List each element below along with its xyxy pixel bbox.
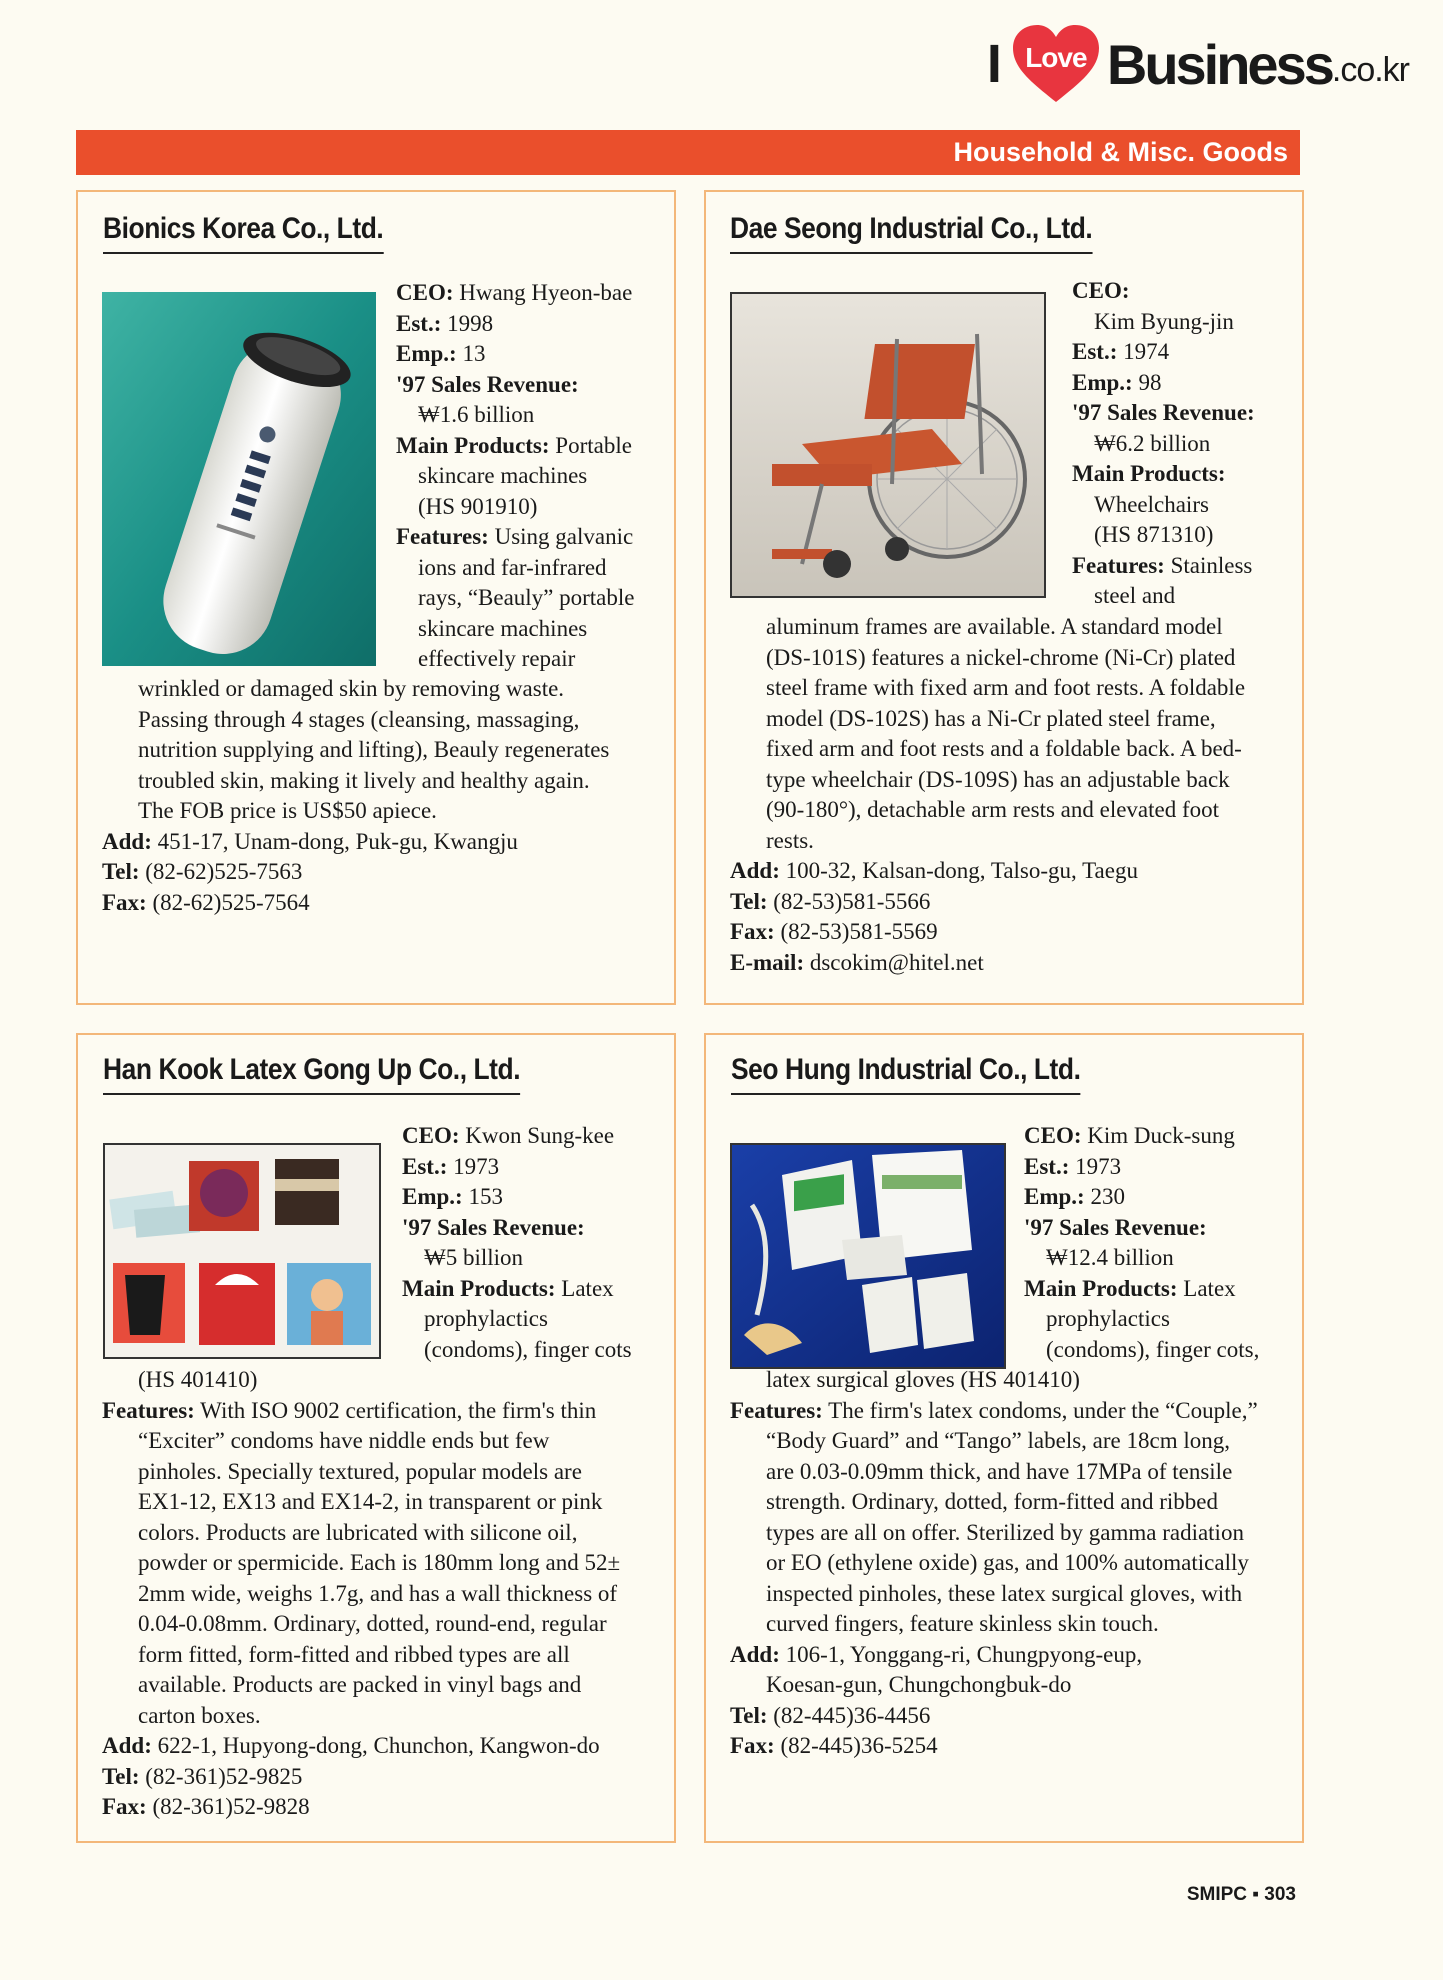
revenue-label: '97 Sales Revenue: <box>1072 400 1255 425</box>
products-label: Main Products: <box>1072 461 1226 486</box>
emp-value: 13 <box>462 341 486 366</box>
features-text: skincare machines <box>418 615 588 641</box>
features-text: EX1-12, EX13 and EX14-2, in transparent or pink <box>138 1489 603 1514</box>
products-text: (HS 871310) <box>1094 522 1214 547</box>
address-label: Add: <box>102 828 152 854</box>
revenue-value: ₩12.4 billion <box>1046 1245 1174 1270</box>
products-text: Portable <box>555 432 632 458</box>
features-text: Stainless <box>1170 552 1253 578</box>
emp-label: Emp.: <box>1072 369 1133 395</box>
revenue-label: '97 Sales Revenue: <box>396 371 579 397</box>
emp-value: 98 <box>1138 369 1162 395</box>
fax-value: (82-62)525-7564 <box>152 889 310 915</box>
products-label: Main Products: <box>402 1275 556 1301</box>
email-label: E-mail: <box>730 949 805 975</box>
features-text: “Body Guard” and “Tango” labels, are 18cm long, <box>766 1428 1230 1453</box>
address-value: 100-32, Kalsan-dong, Talso-gu, Taegu <box>785 858 1138 883</box>
features-text: curved fingers, feature skinless skin touch. <box>766 1611 1159 1636</box>
fax-value: (82-53)581-5569 <box>780 919 938 944</box>
est-label: Est.: <box>1072 339 1118 364</box>
company-card-dae-seong <box>704 190 1304 1005</box>
ceo-label: CEO: <box>396 280 454 305</box>
tel-value: (82-53)581-5566 <box>773 888 931 914</box>
features-text: The FOB price is US$50 apiece. <box>138 798 437 823</box>
features-text: ions and far-infrared <box>418 554 607 580</box>
revenue-label: '97 Sales Revenue: <box>1024 1214 1207 1240</box>
company-details <box>1024 1121 1259 1365</box>
revenue-value: ₩1.6 billion <box>418 402 535 427</box>
address-value: 622-1, Hupyong-dong, Chunchon, Kangwon-do <box>157 1733 600 1758</box>
features-text: types are all on offer. Sterilized by gamma radiation <box>766 1519 1244 1545</box>
company-details <box>396 278 635 675</box>
fax-value: (82-445)36-5254 <box>780 1733 938 1758</box>
features-label: Features: <box>730 1397 823 1423</box>
features-label: Features: <box>1072 552 1165 578</box>
features-text: fixed arm and foot rests and a foldable back. A bed- <box>766 736 1242 761</box>
company-card-seo-hung <box>704 1033 1304 1843</box>
features-text: troubled skin, making it lively and healthy again. <box>138 767 590 793</box>
address-label: Add: <box>730 1641 780 1667</box>
features-label: Features: <box>396 524 489 549</box>
address-label: Add: <box>102 1733 152 1758</box>
products-label: Main Products: <box>396 432 550 458</box>
logo-business: Business <box>1106 32 1332 96</box>
ceo-value: Kim Duck-sung <box>1087 1123 1235 1148</box>
ceo-label: CEO: <box>1072 278 1130 303</box>
est-label: Est.: <box>396 310 442 336</box>
features-text: powder or spermicide. Each is 180mm long and 52± <box>138 1550 621 1575</box>
surgical-gloves-photo <box>730 1143 1006 1369</box>
fax-label: Fax: <box>730 1733 775 1758</box>
ceo-label: CEO: <box>402 1123 460 1148</box>
products-text: skincare machines <box>418 463 588 488</box>
features-text: inspected pinholes, these latex surgical gloves, with <box>766 1580 1243 1606</box>
features-text: aluminum frames are available. A standard model <box>766 614 1223 639</box>
section-title: Household & Misc. Goods <box>953 137 1288 167</box>
condom-packages-photo <box>103 1143 381 1359</box>
products-text: (condoms), finger cots <box>424 1336 632 1362</box>
skincare-device-photo <box>102 292 376 666</box>
company-card-han-kook <box>76 1033 676 1843</box>
company-name: Bionics Korea Co., Ltd. <box>103 212 383 254</box>
features-text: With ISO 9002 certification, the firm's thin <box>200 1397 597 1423</box>
est-value: 1973 <box>453 1153 500 1179</box>
est-label: Est.: <box>1024 1153 1070 1179</box>
features-text: type wheelchair (DS-109S) has an adjustable back <box>766 766 1230 792</box>
email-value[interactable]: dscokim@hitel.net <box>809 949 984 975</box>
est-value: 1974 <box>1123 339 1170 364</box>
features-text: form fitted, form-fitted and ribbed types are all <box>138 1641 570 1667</box>
features-text: “Exciter” condoms have niddle ends but few <box>138 1428 550 1453</box>
products-text: prophylactics <box>424 1306 548 1331</box>
section-banner <box>76 130 1300 175</box>
revenue-label: '97 Sales Revenue: <box>402 1214 585 1240</box>
logo-love: Love <box>1025 42 1087 73</box>
features-text: (DS-101S) features a nickel-chrome (Ni-Cr) plated <box>766 644 1236 670</box>
ceo-value: Kim Byung-jin <box>1094 308 1234 334</box>
tel-value: (82-361)52-9825 <box>145 1763 303 1789</box>
logo-domain: .co.kr <box>1331 50 1409 89</box>
features-text: Using galvanic <box>494 524 634 549</box>
company-card-bionics <box>76 190 676 1005</box>
emp-label: Emp.: <box>1024 1184 1085 1209</box>
features-text: The firm's latex condoms, under the “Couple,” <box>828 1397 1258 1423</box>
company-details-cont <box>102 1365 620 1823</box>
revenue-value: ₩5 billion <box>424 1245 524 1270</box>
ceo-value: Hwang Hyeon-bae <box>459 280 633 305</box>
company-name: Dae Seong Industrial Co., Ltd. <box>730 212 1092 254</box>
est-label: Est.: <box>402 1153 448 1179</box>
revenue-value: ₩6.2 billion <box>1094 430 1211 456</box>
tel-label: Tel: <box>102 1763 140 1789</box>
features-text: 0.04-0.08mm. Ordinary, dotted, round-end, regular <box>138 1611 607 1636</box>
features-text: colors. Products are lubricated with silicone oil, <box>138 1519 578 1545</box>
features-text: Passing through 4 stages (cleansing, massaging, <box>138 706 580 732</box>
site-logo <box>987 28 1409 100</box>
fax-label: Fax: <box>102 1794 147 1819</box>
products-text: (HS 901910) <box>418 493 538 519</box>
est-value: 1973 <box>1075 1153 1122 1179</box>
ceo-value: Kwon Sung-kee <box>465 1123 615 1148</box>
tel-label: Tel: <box>102 859 140 884</box>
products-text: Latex <box>1183 1275 1236 1301</box>
products-text: Wheelchairs <box>1094 491 1209 517</box>
fax-label: Fax: <box>730 919 775 944</box>
features-text: available. Products are packed in vinyl bags and <box>138 1672 582 1697</box>
est-value: 1998 <box>447 310 494 336</box>
features-text: pinholes. Specially textured, popular models are <box>138 1458 582 1484</box>
products-text: (condoms), finger cots, <box>1046 1336 1260 1362</box>
features-text: steel and <box>1094 583 1176 608</box>
products-text: latex surgical gloves (HS 401410) <box>766 1367 1080 1392</box>
features-text: carton boxes. <box>138 1702 261 1728</box>
products-text: (HS 401410) <box>138 1367 258 1392</box>
features-text: (90-180°), detachable arm rests and elevated foot <box>766 797 1220 822</box>
features-text: rays, “Beauly” portable <box>418 585 635 610</box>
ceo-label: CEO: <box>1024 1123 1082 1148</box>
fax-label: Fax: <box>102 889 147 915</box>
company-details-cont <box>102 674 609 918</box>
features-text: 2mm wide, weighs 1.7g, and has a wall thickness of <box>138 1580 618 1606</box>
logo-i: I <box>986 34 1001 94</box>
features-text: effectively repair <box>418 646 576 671</box>
company-details <box>402 1121 632 1365</box>
products-text: Latex <box>561 1275 614 1301</box>
page-number: SMIPC ▪ 303 <box>1186 1884 1296 1905</box>
heart-icon <box>1011 24 1101 104</box>
products-label: Main Products: <box>1024 1275 1178 1301</box>
tel-label: Tel: <box>730 1702 768 1728</box>
tel-value: (82-445)36-4456 <box>773 1702 931 1728</box>
fax-value: (82-361)52-9828 <box>152 1794 310 1819</box>
features-text: strength. Ordinary, dotted, form-fitted and ribbed <box>766 1489 1218 1514</box>
company-details-cont <box>730 612 1245 978</box>
features-text: or EO (ethylene oxide) gas, and 100% automatically <box>766 1550 1249 1575</box>
tel-value: (82-62)525-7563 <box>145 859 303 884</box>
company-name: Han Kook Latex Gong Up Co., Ltd. <box>103 1053 520 1095</box>
address-value: 451-17, Unam-dong, Puk-gu, Kwangju <box>157 828 518 854</box>
emp-value: 230 <box>1090 1184 1125 1209</box>
company-name: Seo Hung Industrial Co., Ltd. <box>731 1053 1080 1095</box>
company-details-cont <box>730 1365 1258 1762</box>
features-text: rests. <box>766 827 814 853</box>
wheelchair-photo <box>730 292 1046 598</box>
address-label: Add: <box>730 858 780 883</box>
features-text: are 0.03-0.09mm thick, and have 17MPa of tensile <box>766 1458 1233 1484</box>
company-details <box>1072 276 1255 612</box>
address-value: Koesan-gun, Chungchongbuk-do <box>766 1672 1072 1697</box>
address-value: 106-1, Yonggang-ri, Chungpyong-eup, <box>785 1641 1143 1667</box>
emp-label: Emp.: <box>402 1184 463 1209</box>
features-text: wrinkled or damaged skin by removing waste. <box>138 676 565 701</box>
features-text: model (DS-102S) has a Ni-Cr plated steel frame, <box>766 705 1216 731</box>
tel-label: Tel: <box>730 888 768 914</box>
emp-label: Emp.: <box>396 341 457 366</box>
features-text: steel frame with fixed arm and foot rests. A foldable <box>766 675 1246 700</box>
features-label: Features: <box>102 1397 195 1423</box>
products-text: prophylactics <box>1046 1306 1170 1331</box>
emp-value: 153 <box>468 1184 503 1209</box>
features-text: nutrition supplying and lifting), Beauly regenerates <box>138 737 610 762</box>
